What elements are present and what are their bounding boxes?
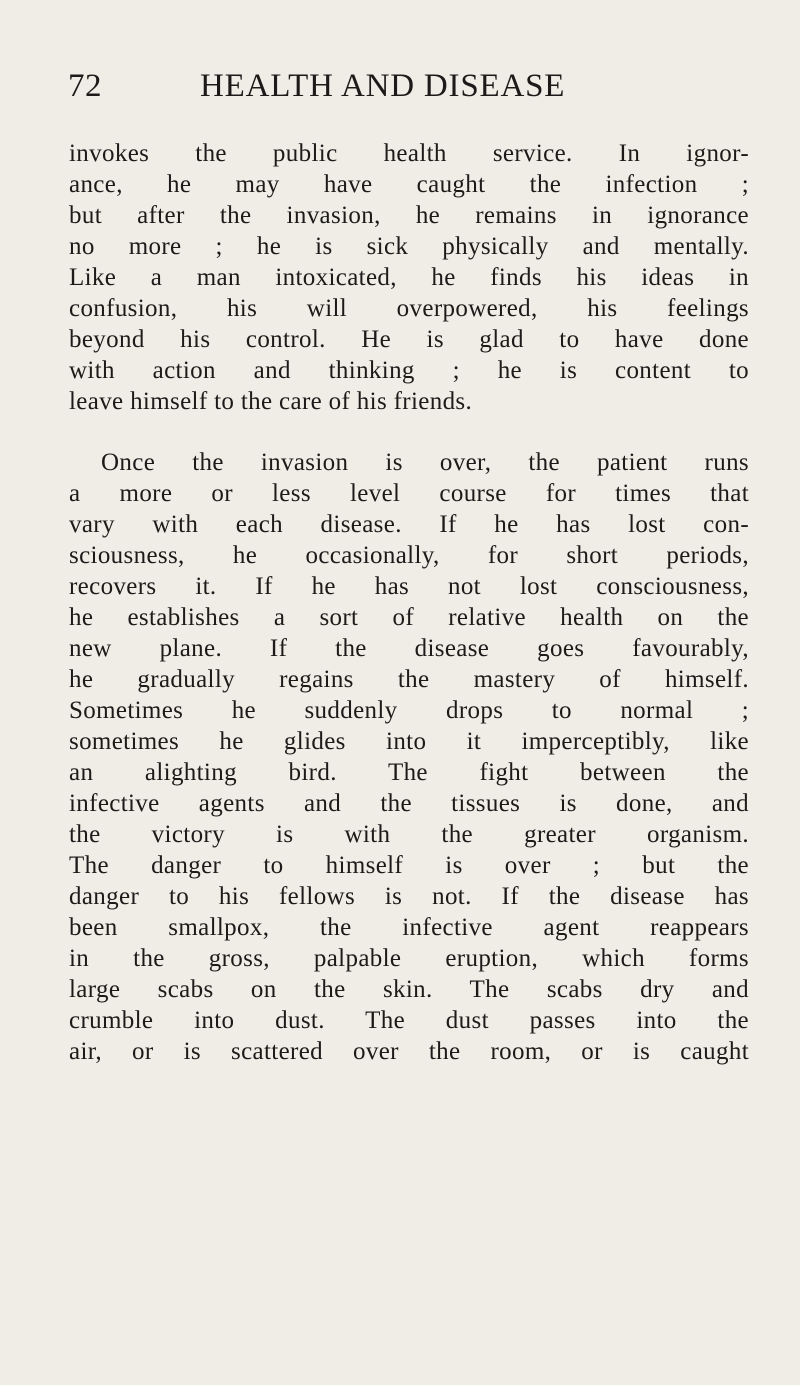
text-line: new plane. If the disease goes favourably, [69,635,749,662]
text-line: no more ; he is sick physically and mentally. [69,233,749,260]
text-line: an alighting bird. The fight between the [69,759,749,786]
text-line: been smallpox, the infective agent reappears [69,914,749,941]
text-line: large scabs on the skin. The scabs dry and [69,976,749,1003]
paragraph-1 [69,138,749,417]
page-number: 72 [68,68,102,104]
text-line: crumble into dust. The dust passes into the [69,1007,749,1034]
text-line: recovers it. If he has not lost consciousness, [69,573,749,600]
text-line: the victory is with the greater organism. [69,821,749,848]
running-title: HEALTH AND DISEASE [200,68,566,104]
text-line: sciousness, he occasionally, for short periods, [69,542,749,569]
text-line: sometimes he glides into it imperceptibly, like [69,728,749,755]
text-line: danger to his fellows is not. If the disease has [69,883,749,910]
text-line: he establishes a sort of relative health on the [69,604,749,631]
text-line: a more or less level course for times that [69,480,749,507]
text-line: invokes the public health service. In ignor- [69,140,749,167]
text-line: Sometimes he suddenly drops to normal ; [69,697,749,724]
text-line: with action and thinking ; he is content to [69,357,749,384]
text-line: Once the invasion is over, the patient runs [101,449,749,476]
text-line: Like a man intoxicated, he finds his ideas in [69,264,749,291]
text-line: air, or is scattered over the room, or is caught [69,1038,749,1065]
text-line: but after the invasion, he remains in ignorance [69,202,749,229]
paragraph-2 [69,447,749,1067]
text-line: in the gross, palpable eruption, which forms [69,945,749,972]
text-line: leave himself to the care of his friends. [69,388,473,415]
text-line: infective agents and the tissues is done, and [69,790,749,817]
text-line: ance, he may have caught the infection ; [69,171,749,198]
text-line: vary with each disease. If he has lost con- [69,511,749,538]
body-text [69,138,749,1067]
paragraph-gap [69,417,749,447]
text-line: confusion, his will overpowered, his feelings [69,295,749,322]
text-line: he gradually regains the mastery of himself. [69,666,749,693]
text-line: The danger to himself is over ; but the [69,852,749,879]
text-line: beyond his control. He is glad to have done [69,326,749,353]
